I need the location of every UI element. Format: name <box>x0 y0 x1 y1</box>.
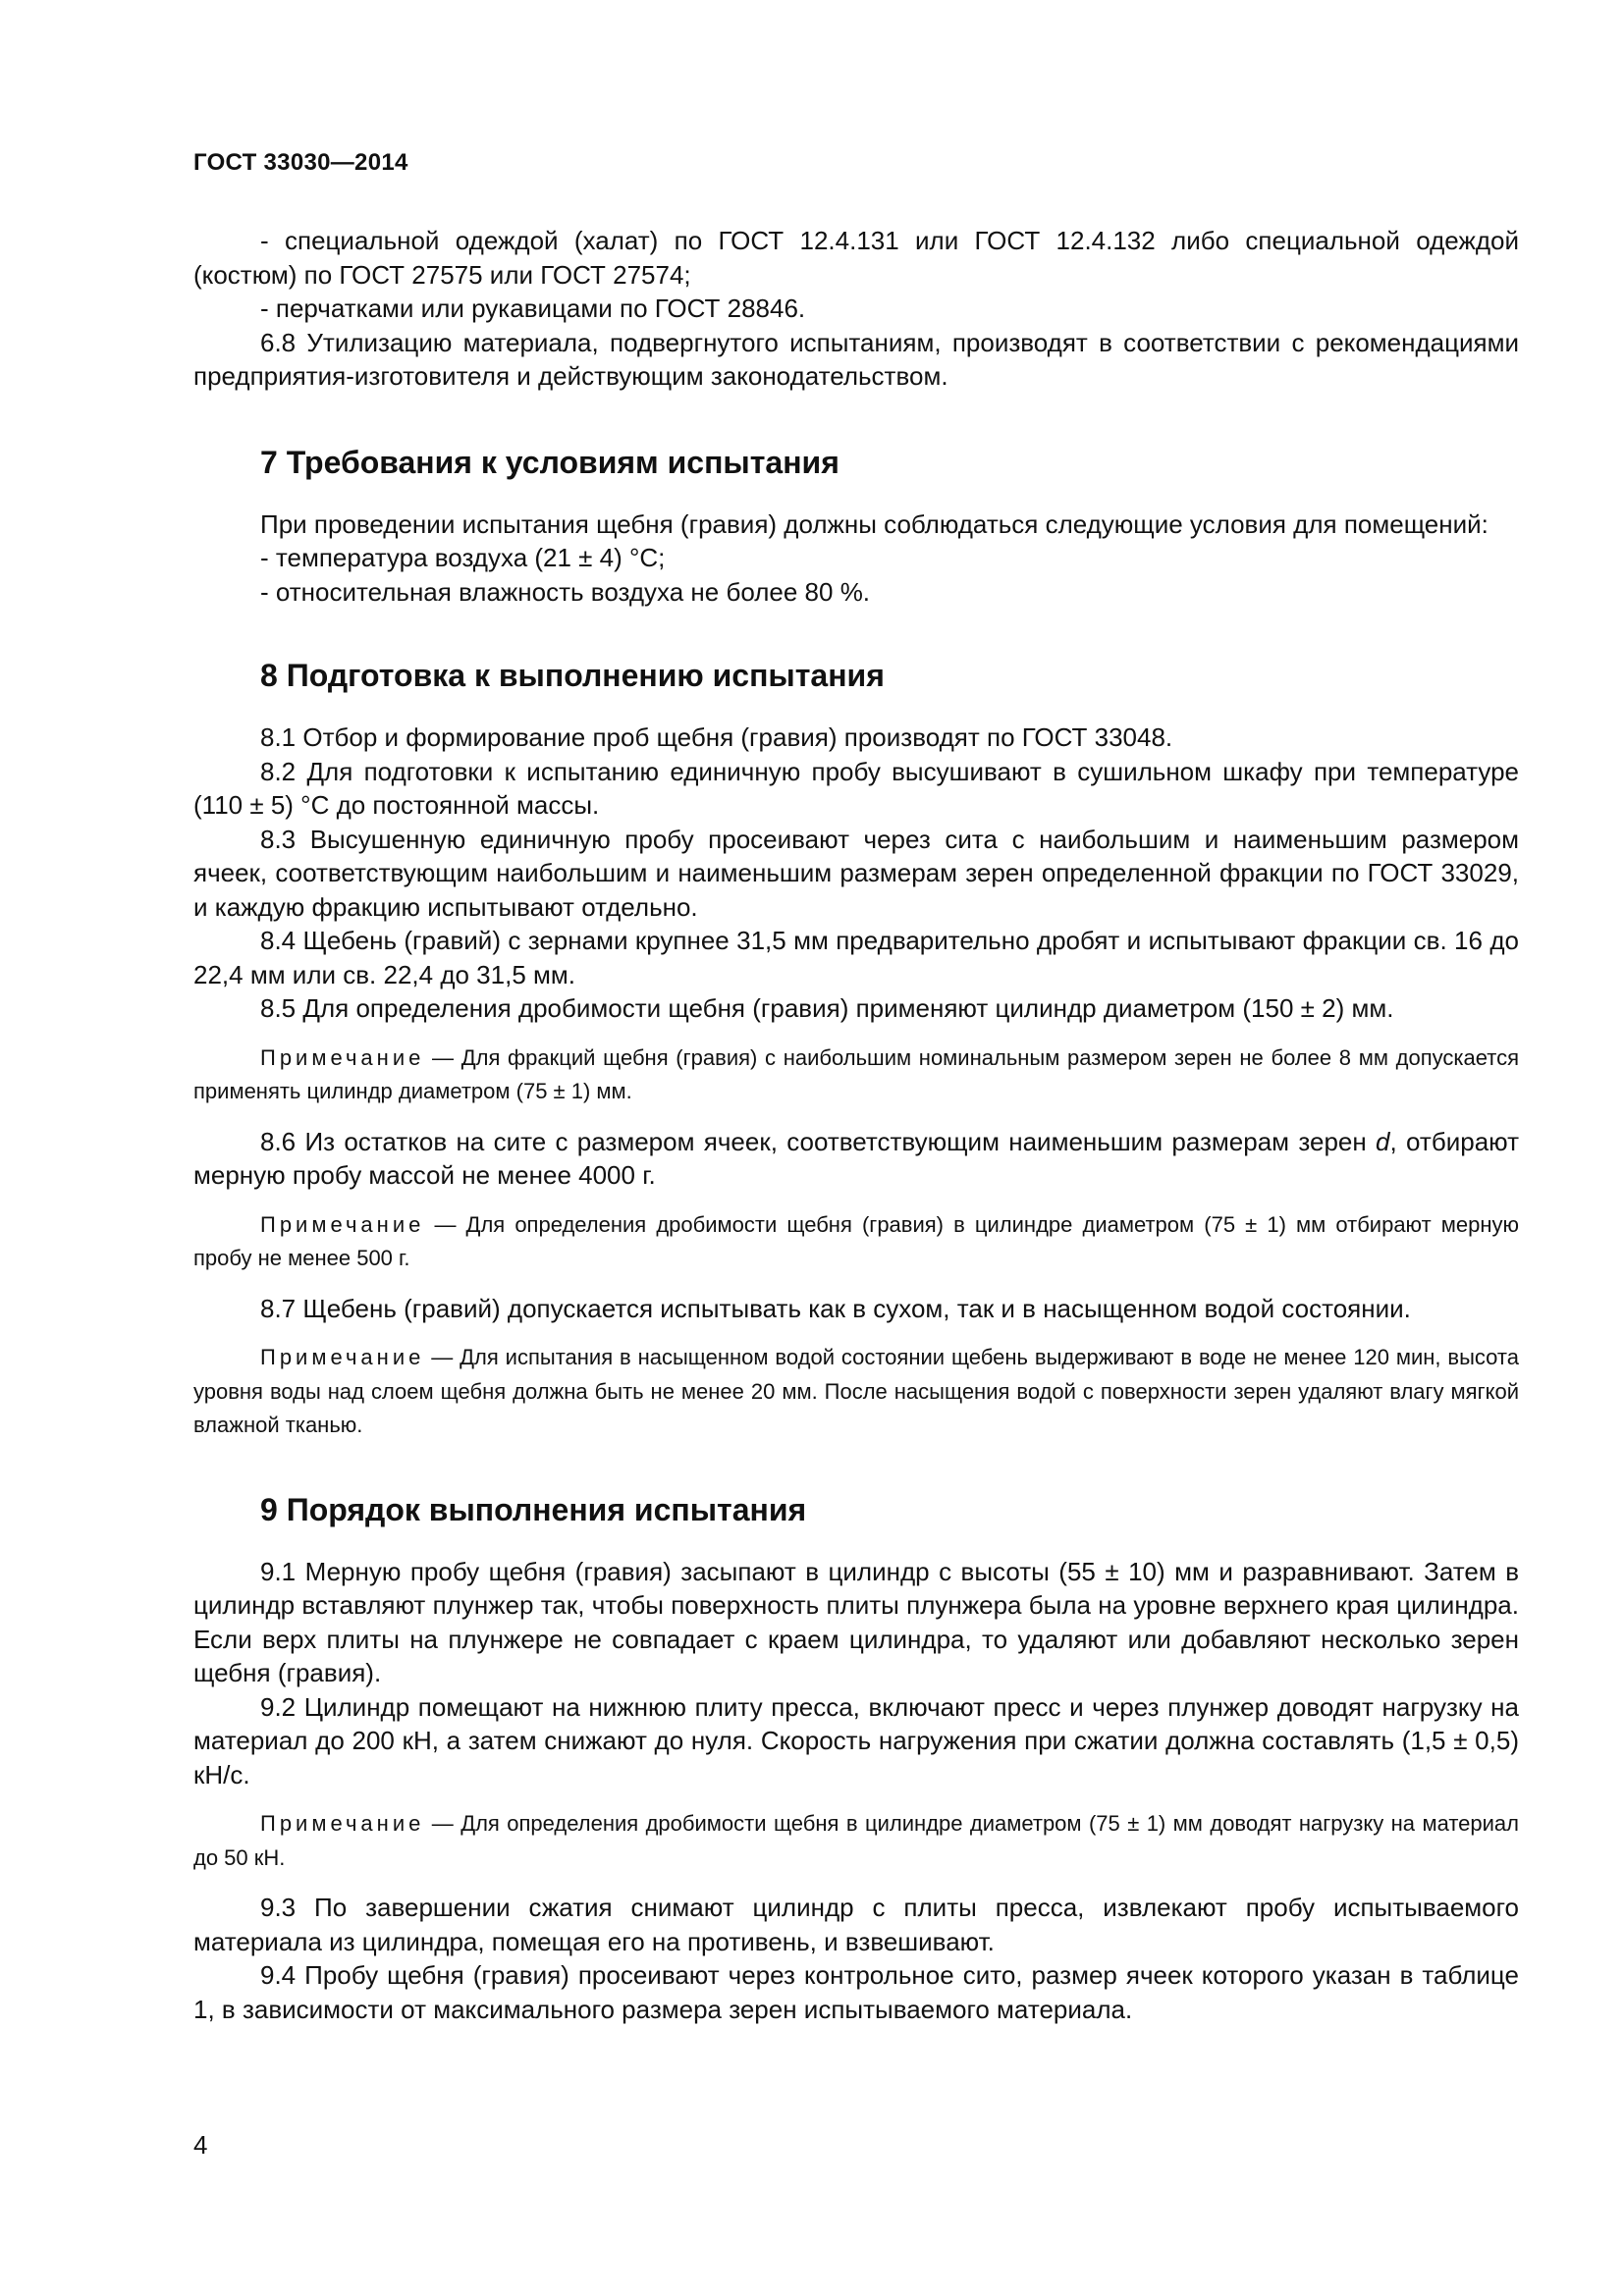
paragraph-8-1: 8.1 Отбор и формирование проб щебня (гравия) производят по ГОСТ 33048. <box>260 722 1173 752</box>
note-8-7 <box>193 1341 1519 1443</box>
paragraph-8-6: 8.6 Из остатков на сите с размером ячеек, соответствующим наименьшим размерам зерен d, отбирают мерную пробу массой не менее 4000 г. <box>193 1126 1519 1190</box>
section-9-heading: 9 Порядок выполнения испытания <box>260 1491 807 1527</box>
note-text: — Для определения дробимости щебня в цилиндре диаметром (75 ± 1) мм доводят нагрузку на материал до 50 кН. <box>193 1811 1519 1870</box>
intro-line-2: - перчатками или рукавицами по ГОСТ 28846. <box>260 294 806 323</box>
document-body <box>193 224 1519 2026</box>
paragraph-6-8: 6.8 Утилизацию материала, подвергнутого испытаниям, производят в соответствии с рекомендациями предприятия-изготовителя и действующим законодательством. <box>193 327 1519 391</box>
note-label: Примечание <box>260 1345 425 1369</box>
note-8-6 <box>193 1208 1519 1276</box>
note-label: Примечание <box>260 1811 425 1836</box>
paragraph-9-3: 9.3 По завершении сжатия снимают цилиндр с плиты пресса, извлекают пробу испытываемого материала из цилиндра, помещая его на противень, и взвешивают. <box>193 1893 1519 1956</box>
note-label: Примечание <box>260 1211 425 1237</box>
section-7-item-temperature: - температура воздуха (21 ± 4) °С; <box>260 543 666 572</box>
variable-d: d <box>1376 1126 1390 1156</box>
paragraph-8-3: 8.3 Высушенную единичную пробу просеивают через сита с наибольшим и наименьшим размером ячеек, соответствующим наибольшим и наименьшим размерам зерен определенной фракции по ГОСТ 33029, и каждую фракцию испытывают отдельно. <box>193 824 1519 922</box>
paragraph-9-2: 9.2 Цилиндр помещают на нижнюю плиту пресса, включают пресс и через плунжер доводят нагрузку на материал до 200 кН, а затем снижают до нуля. Скорость нагружения при сжатии должна составлять (1,5 ± 0,5) кН/с. <box>193 1691 1519 1789</box>
note-text: — Для испытания в насыщенном водой состоянии щебень выдерживают в воде не менее 120 мин, высота уровня воды над слоем щебня должна быть не менее 20 мм. После насыщения водой с поверхности зерен удаляют влагу мягкой влажной тканью. <box>193 1345 1519 1437</box>
note-8-5 <box>193 1041 1519 1109</box>
page-number: 4 <box>193 2130 208 2160</box>
paragraph-8-5: 8.5 Для определения дробимости щебня (гравия) применяют цилиндр диаметром (150 ± 2) мм. <box>260 993 1394 1023</box>
note-text: — Для фракций щебня (гравия) с наибольшим номинальным размером зерен не более 8 мм допускается применять цилиндр диаметром (75 ± 1) мм. <box>193 1044 1519 1103</box>
paragraph-8-7: 8.7 Щебень (гравий) допускается испытывать как в сухом, так и в насыщенном водой состоянии. <box>260 1293 1411 1323</box>
note-text: — Для определения дробимости щебня (гравия) в цилиндре диаметром (75 ± 1) мм отбирают мерную пробу не менее 500 г. <box>193 1211 1519 1270</box>
section-7-heading: 7 Требования к условиям испытания <box>260 444 839 480</box>
paragraph-8-2: 8.2 Для подготовки к испытанию единичную пробу высушивают в сушильном шкафу при температуре (110 ± 5) °С до постоянной массы. <box>193 756 1519 820</box>
paragraph-9-1: 9.1 Мерную пробу щебня (гравия) засыпают в цилиндр с высоты (55 ± 10) мм и разравнивают. Затем в цилиндр вставляют плунжер так, чтобы поверхность плиты плунжера была на уровне верхнего края цилиндра. Если верх плиты на плунжере не совпадает с краем цилиндра, то удаляют или добавляют несколько зерен щебня (гравия). <box>193 1556 1519 1687</box>
section-7-intro: При проведении испытания щебня (гравия) должны соблюдаться следующие условия для помещений: <box>260 508 1489 539</box>
note-9-2 <box>193 1807 1519 1875</box>
intro-line-1: - специальной одеждой (халат) по ГОСТ 12.4.131 или ГОСТ 12.4.132 либо специальной одеждой (костюм) по ГОСТ 27575 или ГОСТ 27574; <box>193 226 1519 290</box>
paragraph-9-4: 9.4 Пробу щебня (гравия) просеивают через контрольное сито, размер ячеек которого указан в таблице 1, в зависимости от максимального размера зерен испытываемого материала. <box>193 1960 1519 2024</box>
document-code-header: ГОСТ 33030—2014 <box>193 149 408 176</box>
note-label: Примечание <box>260 1044 425 1070</box>
section-8-heading: 8 Подготовка к выполнению испытания <box>260 658 885 693</box>
section-7-item-humidity: - относительная влажность воздуха не более 80 %. <box>260 576 871 607</box>
paragraph-8-4: 8.4 Щебень (гравий) с зернами крупнее 31,5 мм предварительно дробят и испытывают фракции св. 16 до 22,4 мм или св. 22,4 до 31,5 мм. <box>193 926 1519 989</box>
